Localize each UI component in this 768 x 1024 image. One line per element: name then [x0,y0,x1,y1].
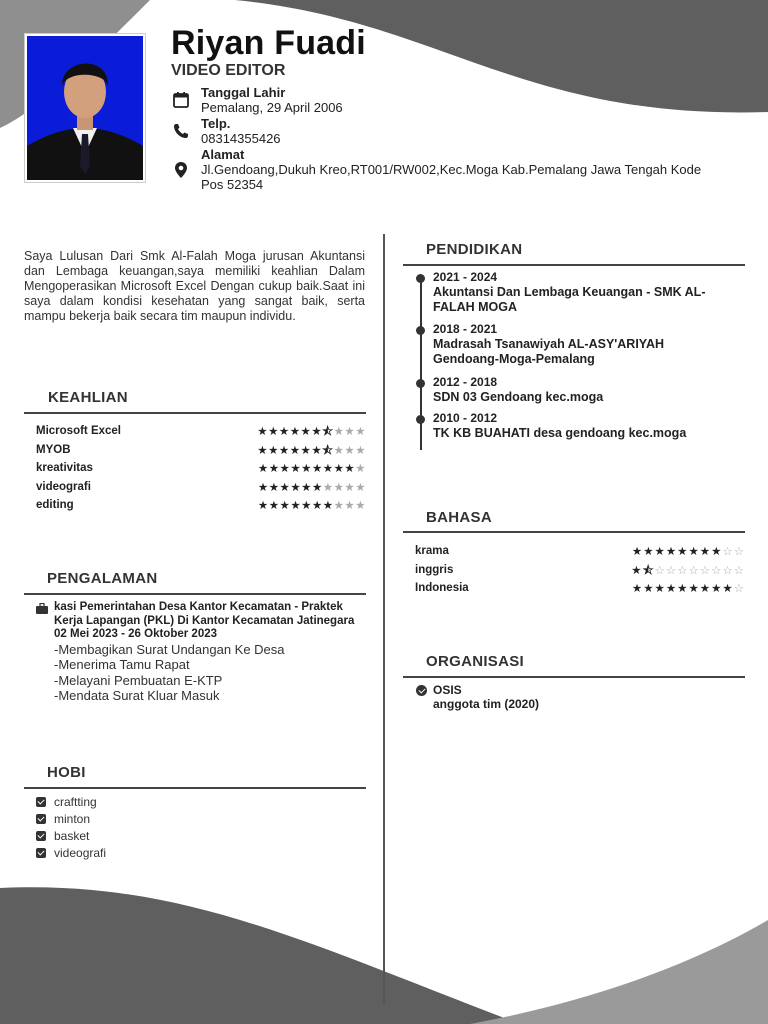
star-icon: ★ [654,583,666,595]
star-icon: ★ [300,444,312,457]
star-icon: ☆ [699,564,712,577]
education-school: TK KB BUAHATI desa gendoang kec.moga [433,426,687,440]
check-circle-icon [416,685,427,696]
star-icon: ★ [322,463,334,475]
bottom-left-shape [0,887,520,1024]
hobbies-divider [24,787,366,789]
education-years: 2021 - 2024 [433,270,498,284]
star-icon: ★ [257,463,269,475]
star-icon: ★ [279,463,291,475]
star-icon: ★ [322,481,334,494]
star-icon: ★ [268,500,280,512]
star-icon: ★ [268,444,279,457]
address-line-2: Pos 52354 [201,177,264,192]
star-icon: ★ [311,500,323,512]
rating-stars [632,581,745,595]
rating-stars [632,544,745,558]
star-icon: ★ [344,444,356,457]
languages-title: BAHASA [426,509,492,526]
skill-row [36,444,366,462]
star-icon: ★ [311,444,323,457]
star-icon: ☆ [722,564,734,577]
skills-divider [24,412,366,414]
star-icon: ⯪ [322,444,334,457]
organization-name: OSIS [433,683,462,697]
education-divider [403,264,745,266]
experience-job-title: kasi Pemerintahan Desa Kantor Kecamatan - Praktek Kerja Lapangan (PKL) Di Kantor Kecamatan Jatinegara [54,601,355,627]
star-icon: ★ [355,481,366,494]
languages-divider [403,531,745,533]
skill-name: editing [36,499,74,511]
profile-photo [25,34,145,182]
address-info [172,147,752,193]
star-icon: ★ [344,426,356,438]
star-icon: ★ [257,444,269,457]
education-years: 2018 - 2021 [433,322,498,336]
birth-info [172,85,472,115]
experience-divider [24,593,366,595]
star-icon: ★ [711,583,723,595]
timeline-dot [416,274,425,283]
star-icon: ☆ [654,564,666,577]
education-school: Madrasah Tsanawiyah AL-ASY'ARIYAH Gendoang-Moga-Pemalang [433,337,665,366]
star-icon: ★ [333,500,345,512]
star-icon: ★ [257,426,269,438]
timeline-dot [416,326,425,335]
experience-task: -Mendata Surat Kluar Masuk [54,687,220,703]
checkbox-icon [36,848,46,858]
education-years: 2010 - 2012 [433,411,498,425]
organization-divider [403,676,745,678]
star-icon: ★ [654,546,666,558]
star-icon: ★ [311,463,323,475]
rating-stars [257,424,366,443]
skill-name: MYOB [36,443,71,456]
briefcase-icon [36,603,48,614]
star-icon: ★ [333,426,345,438]
timeline-dot [416,379,425,388]
education-timeline [420,280,422,450]
education-school: SDN 03 Gendoang kec.moga [433,390,604,404]
star-icon: ★ [290,463,302,475]
education-school: Akuntansi Dan Lembaga Keuangan - SMK AL-FALAH MOGA [433,285,706,314]
address-label: Alamat [201,147,245,162]
star-icon: ★ [677,546,689,558]
star-icon: ★ [322,500,334,512]
star-icon: ☆ [665,564,678,577]
star-icon: ★ [289,444,301,457]
star-icon: ★ [278,426,290,438]
star-icon: ★ [301,500,312,512]
star-icon: ★ [278,444,290,457]
star-icon: ★ [279,481,291,494]
skills-title: KEAHLIAN [48,389,128,406]
birth-label: Tanggal Lahir [201,85,286,100]
star-icon: ★ [643,583,655,595]
star-icon: ★ [311,426,323,438]
star-icon: ☆ [733,583,745,595]
language-name: inggris [415,563,454,576]
star-icon: ★ [699,546,712,558]
experience-title: PENGALAMAN [47,570,158,587]
organization-title: ORGANISASI [426,653,525,670]
education-years: 2012 - 2018 [433,375,498,389]
language-row [415,564,745,581]
star-icon: ★ [688,546,700,558]
star-icon: ★ [355,444,366,457]
checkbox-icon [36,814,46,824]
star-icon: ★ [688,583,700,595]
star-icon: ★ [665,546,678,558]
star-icon: ★ [311,481,323,494]
star-icon: ☆ [722,546,734,558]
star-icon: ★ [631,583,644,595]
bottom-right-shape [470,920,768,1024]
hobbies-title: HOBI [47,764,86,781]
star-icon: ★ [355,463,366,475]
star-icon: ★ [301,463,312,475]
experience-task: -Melayani Pembuatan E-KTP [54,672,223,688]
experience-job [54,601,366,642]
rating-stars [258,461,366,475]
star-icon: ★ [699,583,712,595]
star-icon: ★ [355,426,366,438]
hobby-label: basket [54,829,90,843]
star-icon: ★ [300,426,312,438]
language-row [415,545,745,562]
star-icon: ★ [643,546,655,558]
star-icon: ☆ [733,546,745,558]
phone-info [172,116,472,146]
job-role: VIDEO EDITOR [171,62,286,79]
language-name: Indonesia [415,582,469,594]
star-icon: ★ [344,500,356,512]
star-icon: ★ [333,481,345,494]
star-icon: ☆ [677,564,689,577]
skill-row [36,425,366,443]
phone-value: 08314355426 [201,131,281,146]
checkbox-icon [36,797,46,807]
star-icon: ★ [333,463,345,475]
location-icon [172,161,190,179]
star-icon: ☆ [733,564,745,577]
column-divider [383,234,385,1004]
rating-stars [258,480,366,494]
star-icon: ★ [301,481,312,494]
star-icon: ⯪ [642,564,655,577]
skill-name: videografi [36,480,91,493]
hobby-label: videografi [54,846,107,860]
star-icon: ★ [631,546,644,558]
star-icon: ★ [711,546,723,558]
star-icon: ★ [257,500,269,512]
rating-stars [257,443,366,462]
timeline-dot [416,415,425,424]
star-icon: ☆ [711,564,723,577]
star-icon: ★ [257,481,269,494]
about-paragraph: Saya Lulusan Dari Smk Al-Falah Moga jurusan Akuntansi dan Lembaga keuangan,saya memiliki keahlian Dalam Mengoperasikan Microsoft Excel Dengan cukup baik.Saat ini saya dalam kondisi kesehatan yang sangat baik, serta mampu bekerja baik secara tim maupun individu. [24,249,365,323]
star-icon: ★ [665,583,678,595]
star-icon: ★ [290,500,302,512]
star-icon: ★ [268,426,279,438]
experience-task: -Menerima Tamu Rapat [54,657,190,673]
star-icon: ★ [279,500,291,512]
calendar-icon [172,91,190,109]
hobby-label: minton [54,812,91,826]
skill-name: Microsoft Excel [36,425,121,437]
skill-row [36,499,366,517]
star-icon: ★ [355,500,366,512]
rating-stars [631,563,745,582]
language-name: krama [415,545,449,557]
star-icon: ★ [677,583,689,595]
experience-period: 02 Mei 2023 - 26 Oktober 2023 [54,628,218,640]
language-row [415,582,745,599]
star-icon: ★ [344,481,356,494]
experience-task: -Membagikan Surat Undangan Ke Desa [54,642,285,657]
rating-stars [258,498,366,512]
star-icon: ★ [268,463,280,475]
hobby-label: craftting [54,795,97,809]
star-icon: ★ [333,444,345,457]
education-title: PENDIDIKAN [426,241,523,258]
skill-name: kreativitas [36,462,93,474]
skill-row [36,462,366,480]
person-name: Riyan Fuadi [171,24,366,62]
star-icon: ☆ [688,564,700,577]
birth-value: Pemalang, 29 April 2006 [201,100,343,115]
star-icon: ★ [631,564,643,577]
star-icon: ★ [722,583,734,595]
star-icon: ★ [268,481,280,494]
star-icon: ★ [344,463,356,475]
star-icon: ⯪ [322,426,334,438]
star-icon: ★ [290,481,302,494]
phone-icon [172,122,190,140]
phone-label: Telp. [201,116,231,131]
checkbox-icon [36,831,46,841]
organization-role: anggota tim (2020) [433,697,540,711]
address-line-1: Jl.Gendoang,Dukuh Kreo,RT001/RW002,Kec.Moga Kab.Pemalang Jawa Tengah Kode [201,162,702,177]
skill-row [36,481,366,499]
star-icon: ★ [289,426,301,438]
